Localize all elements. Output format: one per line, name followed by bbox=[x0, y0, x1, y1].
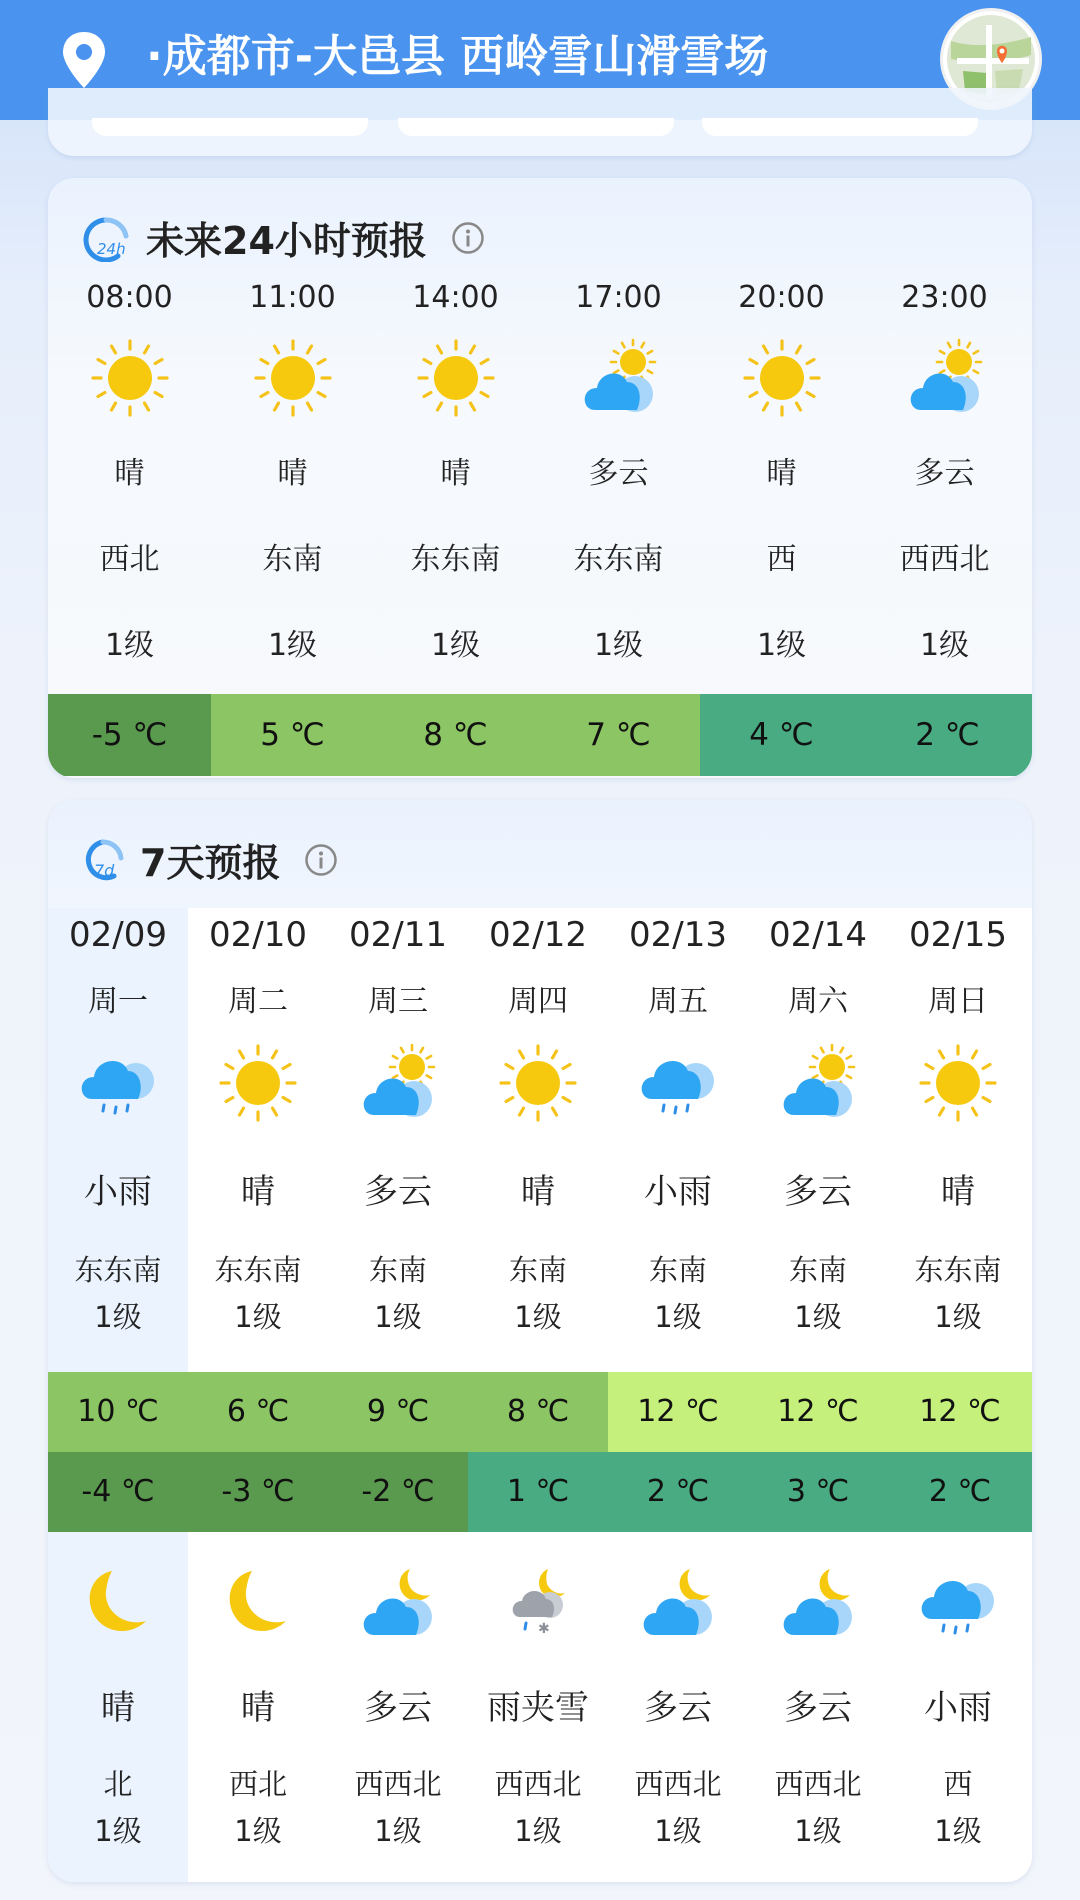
hourly-temperature: 8 ℃ bbox=[374, 694, 537, 776]
daily-day-wind-direction: 东东南 bbox=[74, 1253, 162, 1287]
daily-weekday: 周二 bbox=[228, 984, 288, 1019]
info-icon[interactable] bbox=[451, 221, 485, 255]
hourly-forecast-title: 未来24小时预报 bbox=[146, 219, 427, 263]
hourly-forecast-card bbox=[48, 178, 1032, 778]
daily-low-temperature: 1 ℃ bbox=[468, 1452, 608, 1532]
daily-low-temperature: 3 ℃ bbox=[748, 1452, 888, 1532]
daily-night-wind-direction: 西 bbox=[943, 1767, 973, 1801]
hourly-forecast-header bbox=[80, 210, 485, 265]
daily-date: 02/09 bbox=[69, 915, 167, 955]
hourly-wind-level: 1级 bbox=[756, 628, 807, 663]
daily-high-temperature: 12 ℃ bbox=[888, 1372, 1032, 1452]
daily-night-wind-direction: 西西北 bbox=[774, 1767, 862, 1801]
daily-day-weather: 晴 bbox=[241, 1172, 275, 1212]
daily-night-weather: 小雨 bbox=[924, 1688, 992, 1728]
cloudy-night-icon bbox=[778, 1563, 858, 1643]
realtime-pill bbox=[398, 118, 674, 136]
daily-weekday: 周三 bbox=[368, 984, 428, 1019]
location-pin-icon bbox=[60, 30, 108, 90]
daily-day-wind-direction: 东东南 bbox=[214, 1253, 302, 1287]
daily-day-wind-direction: 东南 bbox=[648, 1253, 707, 1287]
daily-day-weather: 小雨 bbox=[84, 1172, 152, 1212]
daily-day-wind-level: 1级 bbox=[514, 1300, 562, 1334]
hourly-wind-direction: 西西北 bbox=[899, 542, 990, 577]
cloudy-day-icon bbox=[579, 338, 659, 418]
daily-day-wind-direction: 东东南 bbox=[914, 1253, 1002, 1287]
daily-day-wind-level: 1级 bbox=[654, 1300, 702, 1334]
moon-icon bbox=[218, 1563, 298, 1643]
daily-night-wind-level: 1级 bbox=[94, 1814, 142, 1848]
svg-text:7d: 7d bbox=[94, 860, 115, 880]
sun-icon bbox=[416, 338, 496, 418]
daily-high-temperature: 10 ℃ bbox=[48, 1372, 188, 1452]
daily-day-wind-level: 1级 bbox=[934, 1300, 982, 1334]
sleet-night-icon bbox=[498, 1563, 578, 1643]
daily-date: 02/12 bbox=[489, 915, 587, 955]
daily-night-weather: 多云 bbox=[644, 1688, 712, 1728]
daily-day-weather: 晴 bbox=[521, 1172, 555, 1212]
realtime-card-bottom bbox=[48, 88, 1032, 156]
location-title[interactable]: ·成都市-大邑县 西岭雪山滑雪场 bbox=[146, 31, 769, 82]
cloudy-night-icon bbox=[638, 1563, 718, 1643]
daily-weekday: 周六 bbox=[788, 984, 848, 1019]
hourly-wind-direction: 东东南 bbox=[410, 542, 501, 577]
hourly-time: 23:00 bbox=[901, 280, 988, 315]
daily-low-temperature: 2 ℃ bbox=[888, 1452, 1032, 1532]
daily-forecast-card bbox=[48, 800, 1032, 1882]
hourly-time: 20:00 bbox=[738, 280, 825, 315]
hourly-temperature: 2 ℃ bbox=[863, 694, 1032, 776]
daily-date: 02/11 bbox=[349, 915, 447, 955]
sun-icon bbox=[90, 338, 170, 418]
daily-night-wind-direction: 西西北 bbox=[494, 1767, 582, 1801]
daily-night-wind-level: 1级 bbox=[234, 1814, 282, 1848]
cloudy-day-icon bbox=[778, 1043, 858, 1123]
hourly-temperature: 5 ℃ bbox=[211, 694, 374, 776]
hourly-time: 08:00 bbox=[86, 280, 173, 315]
svg-text:✱: ✱ bbox=[538, 1621, 550, 1637]
hourly-temperature: 4 ℃ bbox=[700, 694, 863, 776]
daily-day-weather: 晴 bbox=[941, 1172, 975, 1212]
hourly-time: 14:00 bbox=[412, 280, 499, 315]
daily-day-weather: 小雨 bbox=[644, 1172, 712, 1212]
daily-day-wind-direction: 东南 bbox=[788, 1253, 847, 1287]
daily-date: 02/15 bbox=[909, 915, 1007, 955]
daily-date: 02/10 bbox=[209, 915, 307, 955]
daily-night-wind-level: 1级 bbox=[794, 1814, 842, 1848]
hourly-wind-direction: 西北 bbox=[99, 542, 160, 577]
hourly-wind-level: 1级 bbox=[919, 628, 970, 663]
daily-day-weather: 多云 bbox=[364, 1172, 432, 1212]
daily-night-wind-direction: 西北 bbox=[228, 1767, 287, 1801]
daily-weekday: 周四 bbox=[508, 984, 568, 1019]
cloudy-day-icon bbox=[905, 338, 985, 418]
daily-night-wind-direction: 西西北 bbox=[354, 1767, 442, 1801]
hourly-temperature: -5 ℃ bbox=[48, 694, 211, 776]
info-icon[interactable] bbox=[304, 843, 338, 877]
daily-night-weather: 晴 bbox=[101, 1688, 135, 1728]
rain-cloud-icon bbox=[918, 1563, 998, 1643]
cloudy-night-icon bbox=[358, 1563, 438, 1643]
svg-text:24h: 24h bbox=[97, 239, 126, 258]
moon-icon bbox=[78, 1563, 158, 1643]
sun-icon bbox=[498, 1043, 578, 1123]
daily-low-temperature: -4 ℃ bbox=[48, 1452, 188, 1532]
daily-night-weather: 多云 bbox=[364, 1688, 432, 1728]
daily-day-wind-level: 1级 bbox=[794, 1300, 842, 1334]
hourly-weather: 晴 bbox=[440, 456, 471, 491]
daily-weekday: 周一 bbox=[88, 984, 148, 1019]
forecast-7d-icon bbox=[80, 836, 126, 884]
daily-night-wind-direction: 北 bbox=[103, 1767, 133, 1801]
daily-day-wind-level: 1级 bbox=[374, 1300, 422, 1334]
daily-date: 02/14 bbox=[769, 915, 867, 955]
hourly-wind-direction: 东东南 bbox=[573, 542, 664, 577]
hourly-wind-level: 1级 bbox=[104, 628, 155, 663]
rain-cloud-icon bbox=[78, 1043, 158, 1123]
daily-night-wind-level: 1级 bbox=[514, 1814, 562, 1848]
daily-high-temperature: 9 ℃ bbox=[328, 1372, 468, 1452]
daily-low-temperature: 2 ℃ bbox=[608, 1452, 748, 1532]
hourly-wind-direction: 西 bbox=[766, 542, 797, 577]
daily-night-wind-level: 1级 bbox=[934, 1814, 982, 1848]
forecast-24h-icon bbox=[80, 214, 132, 262]
daily-day-wind-direction: 东南 bbox=[508, 1253, 567, 1287]
daily-low-temperature: -3 ℃ bbox=[188, 1452, 328, 1532]
hourly-weather: 晴 bbox=[766, 456, 797, 491]
daily-high-temperature: 8 ℃ bbox=[468, 1372, 608, 1452]
daily-weekday: 周五 bbox=[648, 984, 708, 1019]
daily-night-weather: 雨夹雪 bbox=[487, 1688, 589, 1728]
sun-icon bbox=[218, 1043, 298, 1123]
daily-forecast-header bbox=[80, 832, 338, 887]
hourly-weather: 多云 bbox=[588, 456, 649, 491]
daily-day-weather: 多云 bbox=[784, 1172, 852, 1212]
sun-icon bbox=[742, 338, 822, 418]
daily-night-weather: 多云 bbox=[784, 1688, 852, 1728]
hourly-temperature: 7 ℃ bbox=[537, 694, 700, 776]
realtime-pill bbox=[702, 118, 978, 136]
realtime-pill bbox=[92, 118, 368, 136]
daily-day-wind-level: 1级 bbox=[234, 1300, 282, 1334]
hourly-time: 17:00 bbox=[575, 280, 662, 315]
cloudy-day-icon bbox=[358, 1043, 438, 1123]
hourly-wind-direction: 东南 bbox=[262, 542, 323, 577]
daily-day-wind-direction: 东南 bbox=[368, 1253, 427, 1287]
hourly-weather: 晴 bbox=[114, 456, 145, 491]
hourly-weather: 晴 bbox=[277, 456, 308, 491]
rain-cloud-icon bbox=[638, 1043, 718, 1123]
daily-night-wind-direction: 西西北 bbox=[634, 1767, 722, 1801]
daily-day-wind-level: 1级 bbox=[94, 1300, 142, 1334]
hourly-wind-level: 1级 bbox=[593, 628, 644, 663]
daily-high-temperature: 12 ℃ bbox=[608, 1372, 748, 1452]
daily-forecast-title: 7天预报 bbox=[140, 841, 281, 885]
daily-night-wind-level: 1级 bbox=[654, 1814, 702, 1848]
daily-night-wind-level: 1级 bbox=[374, 1814, 422, 1848]
daily-night-weather: 晴 bbox=[241, 1688, 275, 1728]
daily-date: 02/13 bbox=[629, 915, 727, 955]
hourly-wind-level: 1级 bbox=[430, 628, 481, 663]
daily-weekday: 周日 bbox=[928, 984, 988, 1019]
sun-icon bbox=[918, 1043, 998, 1123]
hourly-weather: 多云 bbox=[914, 456, 975, 491]
daily-high-temperature: 6 ℃ bbox=[188, 1372, 328, 1452]
hourly-time: 11:00 bbox=[249, 280, 336, 315]
hourly-wind-level: 1级 bbox=[267, 628, 318, 663]
hourly-temperature-bar bbox=[48, 694, 1032, 776]
daily-low-temperature: -2 ℃ bbox=[328, 1452, 468, 1532]
daily-high-temperature: 12 ℃ bbox=[748, 1372, 888, 1452]
sun-icon bbox=[253, 338, 333, 418]
